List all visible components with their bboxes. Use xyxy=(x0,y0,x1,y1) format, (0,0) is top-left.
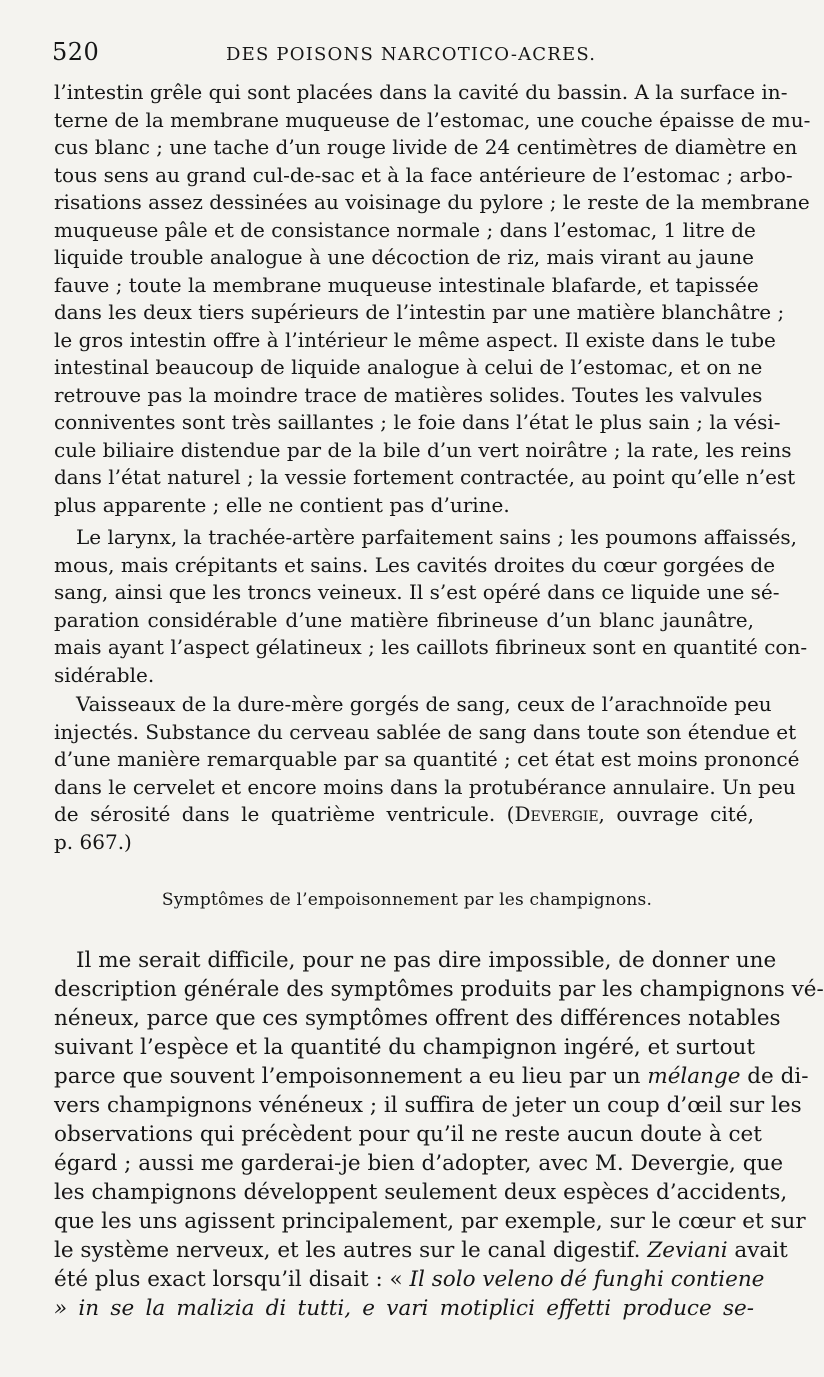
text-line: que les uns agissent principalement, par exemple, sur le cœur et sur xyxy=(54,1209,806,1234)
text-line: terne de la membrane muqueuse de l’estomac, une couche épaisse de mu- xyxy=(54,107,811,132)
citation-author: Devergie xyxy=(514,802,599,826)
italic-author: Zeviani xyxy=(647,1238,728,1263)
text-line: tous sens au grand cul-de-sac et à la face antérieure de l’estomac ; arbo- xyxy=(54,162,793,187)
text-line: les champignons développent seulement deux espèces d’accidents, xyxy=(54,1180,788,1205)
text-line: observations qui précèdent pour qu’il ne reste aucun doute à cet xyxy=(54,1122,762,1147)
text-line: le gros intestin offre à l’intérieur le même aspect. Il existe dans le tube xyxy=(54,327,776,352)
text-line: muqueuse pâle et de consistance normale ; dans l’estomac, 1 litre de xyxy=(54,217,756,242)
text-line: sidérable. xyxy=(54,662,155,687)
text-line: dans les deux tiers supérieurs de l’intestin par une matière blanchâtre ; xyxy=(54,300,785,324)
text-fragment: été plus exact lorsqu’il disait : « xyxy=(54,1267,410,1292)
text-line: cus blanc ; une tache d’un rouge livide de 24 centimètres de diamètre en xyxy=(54,135,798,159)
text-line: retrouve pas la moindre trace de matières solides. Toutes les valvules xyxy=(54,382,763,407)
text-line-with-citation xyxy=(54,801,754,829)
text-line: conniventes sont très saillantes ; le foie dans l’état le plus sain ; la vési- xyxy=(54,410,781,434)
italic-word: mélange xyxy=(647,1064,741,1089)
italic-quote: Il solo veleno dé funghi contiene xyxy=(409,1267,765,1292)
text-line: d’une manière remarquable par sa quantité ; cet état est moins prononcé xyxy=(54,747,800,771)
text-fragment: de di- xyxy=(740,1064,809,1089)
text-line: néneux, parce que ces symptômes offrent des différences notables xyxy=(54,1006,781,1031)
text-line: intestinal beaucoup de liquide analogue à celui de l’estomac, et on ne xyxy=(54,355,763,379)
text-fragment: le système nerveux, et les autres sur le canal digestif. xyxy=(54,1238,648,1263)
text-fragment: avait xyxy=(727,1238,788,1263)
text-line: vers champignons vénéneux ; il suffira de jeter un coup d’œil sur les xyxy=(54,1093,802,1118)
text-line: cule biliaire distendue par de la bile d’un vert noirâtre ; la rate, les reins xyxy=(54,437,792,462)
text-line: Vaisseaux de la dure-mère gorgés de sang, ceux de l’arachnoïde peu xyxy=(76,692,772,716)
text-line: injectés. Substance du cerveau sablée de sang dans toute son étendue et xyxy=(54,719,797,744)
text-line: liquide trouble analogue à une décoction de riz, mais virant au jaune xyxy=(54,245,754,269)
text-line: dans l’état naturel ; la vessie fortement contractée, au point qu’elle n’est xyxy=(54,465,796,489)
text-line: Le larynx, la trachée-artère parfaitement sains ; les poumons affaissés, xyxy=(76,525,798,549)
paragraph-autopsy-brain xyxy=(54,691,800,856)
text-line xyxy=(54,1265,765,1294)
text-line xyxy=(54,1236,788,1265)
text-line: suivant l’espèce et la quantité du champignon ingéré, et surtout xyxy=(54,1035,756,1060)
text-line: risations assez dessinées au voisinage du pylore ; le reste de la membrane xyxy=(54,190,810,214)
text-line: dans le cervelet et encore moins dans la protubérance annulaire. Un peu xyxy=(54,774,796,799)
paragraph-autopsy-abdomen xyxy=(54,79,811,519)
paragraph-autopsy-thorax xyxy=(54,524,808,689)
text-line: plus apparente ; elle ne contient pas d’urine. xyxy=(54,492,510,517)
text-fragment: parce que souvent l’empoisonnement a eu lieu par un xyxy=(54,1064,648,1089)
text-fragment: de sérosité dans le quatrième ventricule. ( xyxy=(54,802,515,826)
text-line: description générale des symptômes produits par les champignons vé- xyxy=(54,977,824,1002)
citation-detail: , ouvrage cité, xyxy=(598,802,755,826)
text-line: paration considérable d’une matière fibrineuse d’un blanc jaunâtre, xyxy=(54,607,754,632)
page-number: 520 xyxy=(52,38,100,66)
running-title: DES POISONS NARCOTICO-ACRES. xyxy=(226,44,597,65)
text-line: fauve ; toute la membrane muqueuse intestinale blafarde, et tapissée xyxy=(54,272,759,297)
text-line: mais ayant l’aspect gélatineux ; les caillots fibrineux sont en quantité con- xyxy=(54,635,808,659)
text-line-italic-quote: » in se la malizia di tutti, e vari motiplici effetti produce se- xyxy=(54,1296,754,1321)
page-header xyxy=(52,38,752,74)
text-line: mous, mais crépitants et sains. Les cavités droites du cœur gorgées de xyxy=(54,552,776,577)
text-line: p. 667.) xyxy=(54,829,132,854)
section-title: Symptômes de l’empoisonnement par les champignons. xyxy=(161,890,653,910)
paragraph-symptoms xyxy=(54,946,824,1323)
text-line: égard ; aussi me garderai-je bien d’adopter, avec M. Devergie, que xyxy=(54,1151,784,1176)
text-line: Il me serait difficile, pour ne pas dire impossible, de donner une xyxy=(76,948,777,973)
text-line xyxy=(54,1062,809,1091)
text-line: sang, ainsi que les troncs veineux. Il s’est opéré dans ce liquide une sé- xyxy=(54,580,780,604)
text-line: l’intestin grêle qui sont placées dans la cavité du bassin. A la surface in- xyxy=(54,80,788,104)
